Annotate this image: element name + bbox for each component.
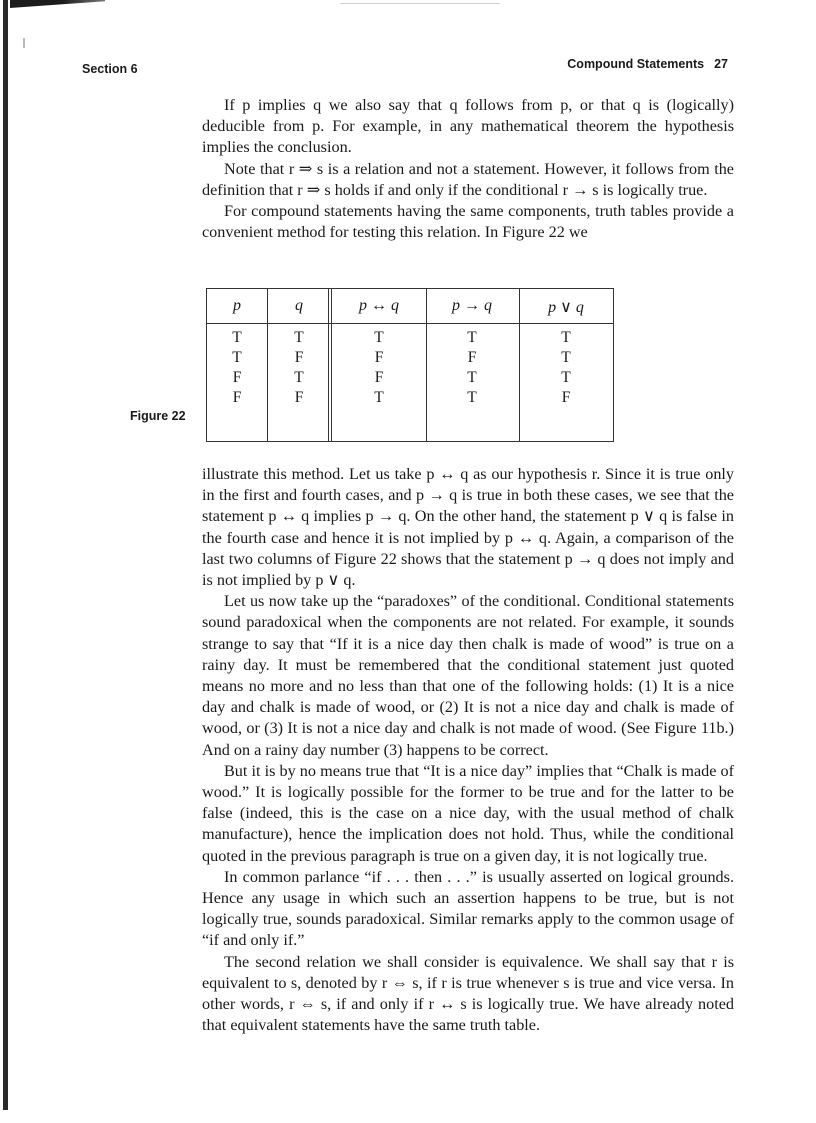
- truth-table-cell: F: [232, 369, 242, 386]
- truth-table-figure-22: [206, 288, 614, 442]
- truth-table-column-header: p ↔ q: [359, 297, 399, 314]
- running-head-section: Section 6: [82, 62, 138, 76]
- table-rule: [267, 289, 268, 441]
- paragraph: In common parlance “if . . . then . . .” is usually asserted on logical grounds. Hence any usage in which such an assertion happens to be true, but is not logically true, sounds paradoxical. Similar remarks apply to the common usage of “if and only if.”: [202, 867, 734, 950]
- table-rule: [328, 289, 329, 441]
- truth-table-cell: F: [374, 369, 384, 386]
- truth-table-cell: T: [467, 389, 477, 406]
- truth-table-cell: T: [561, 329, 571, 346]
- truth-table-cell: F: [294, 349, 304, 366]
- table-rule: [426, 289, 427, 441]
- scan-line-top: [340, 3, 500, 4]
- truth-table-cell: T: [561, 349, 571, 366]
- paragraph: Note that r ⇒ s is a relation and not a statement. However, it follows from the definition that r ⇒ s holds if and only if the conditional r → s is logically true.: [202, 159, 734, 199]
- truth-table-cell: F: [467, 349, 477, 366]
- truth-table-cell: T: [232, 329, 242, 346]
- running-head-title: Compound Statements: [567, 57, 705, 71]
- truth-table-cell: F: [294, 389, 304, 406]
- paragraph: But it is by no means true that “It is a nice day” implies that “Chalk is made of wood.” It is logically possible for the former to be true and for the latter to be false (indeed, this is the case on a nice day, with the usual method of chalk manufacture), hence the implication does not hold. Thus, while the conditional quoted in the previous paragraph is true on a given day, it is not logically true.: [202, 761, 734, 865]
- table-rule: [331, 289, 332, 441]
- paragraph: illustrate this method. Let us take p ↔ q as our hypothesis r. Since it is true only in the first and fourth cases, and p → q is true in both these cases, we see that the statement p ↔ q implies p → q. On the other hand, the statement p ∨ q is false in the fourth case and hence it is not implied by p ↔ q. Again, a comparison of the last two columns of Figure 22 shows that the statement p → q does not imply and is not implied by p ∨ q.: [202, 465, 734, 590]
- truth-table-column-header: p → q: [452, 297, 492, 314]
- truth-table-cell: T: [561, 369, 571, 386]
- truth-table-cell: F: [374, 349, 384, 366]
- truth-table-cell: T: [294, 329, 304, 346]
- scan-mark-top: [10, 0, 105, 8]
- truth-table-cell: T: [374, 329, 384, 346]
- truth-table-cell: F: [561, 389, 571, 406]
- scan-edge-left: [3, 0, 8, 1110]
- scan-speck: [23, 38, 25, 48]
- truth-table-cell: T: [374, 389, 384, 406]
- truth-table-column-header: p ∨ q: [548, 299, 584, 316]
- paragraph: Let us now take up the “paradoxes” of the conditional. Conditional statements sound paradoxical when the components are not related. For example, it sounds strange to say that “If it is a nice day then chalk is made of wood” is true on a rainy day. It must be remembered that the conditional statement just quoted means no more and no less than that one of the following holds: (1) It is a nice day and chalk is made of wood, or (2) It is not a nice day and chalk is made of wood, or (3) It is not a nice day and chalk is not made of wood. (See Figure 11b.) And on a rainy day number (3) happens to be correct.: [202, 592, 734, 759]
- truth-table-cell: T: [232, 349, 242, 366]
- paragraph: For compound statements having the same components, truth tables provide a convenient method for testing this relation. In Figure 22 we: [202, 202, 734, 242]
- text-block-before-figure: [202, 95, 734, 243]
- page-number: 27: [714, 57, 728, 71]
- text-block-after-figure: [202, 464, 734, 1036]
- truth-table-column-header: p: [233, 297, 241, 314]
- running-head: [567, 57, 728, 71]
- truth-table-cell: T: [467, 329, 477, 346]
- table-rule: [519, 289, 520, 441]
- figure-label: Figure 22: [130, 409, 186, 423]
- truth-table-cell: T: [294, 369, 304, 386]
- truth-table-cell: F: [232, 389, 242, 406]
- paragraph: If p implies q we also say that q follows from p, or that q is (logically) deducible from p. For example, in any mathematical theorem the hypothesis implies the conclusion.: [202, 96, 734, 157]
- paragraph: The second relation we shall consider is equivalence. We shall say that r is equivalent to s, denoted by r ⇔ s, if r is true whenever s is true and vice versa. In other words, r ⇔ s, if and only if r ↔ s is logically true. We have already noted that equivalent statements have the same truth table.: [202, 952, 734, 1035]
- truth-table-column-header: q: [295, 297, 303, 314]
- truth-table-cell: T: [467, 369, 477, 386]
